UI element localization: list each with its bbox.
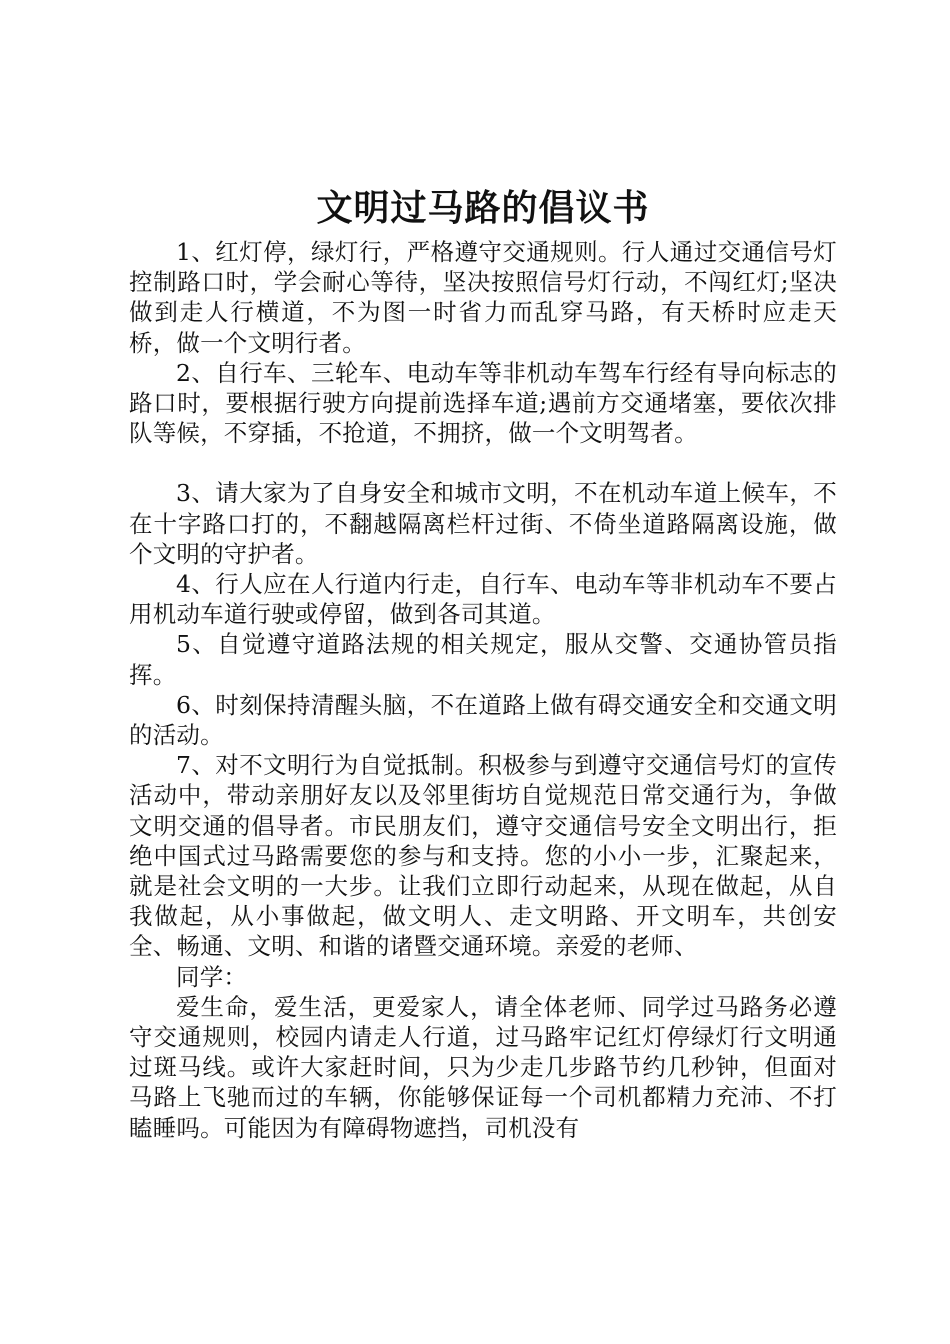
paragraph-7: 7、对不文明行为自觉抵制。积极参与到遵守交通信号灯的宣传活动中，带动亲朋好友以及邻里街坊自觉规范日常交通行为，争做文明交通的倡导者。市民朋友们，遵守交通信号安全文明出行，拒绝中国式过马路需要您的参与和支持。您的小小一步，汇聚起来，就是社会文明的一大步。让我们立即行动起来，从现在做起，从自我做起，从小事做起，做文明人、走文明路、开文明车，共创安全、畅通、文明、和谐的诸暨交通环境。亲爱的老师、	[129, 751, 837, 961]
paragraph-8: 爱生命，爱生活，更爱家人，请全体老师、同学过马路务必遵守交通规则，校园内请走人行道，过马路牢记红灯停绿灯行文明通过斑马线。或许大家赶时间，只为少走几步路节约几秒钟，但面对马路上飞驰而过的车辆，你能够保证每一个司机都精力充沛、不打瞌睡吗。可能因为有障碍物遮挡，司机没有	[129, 992, 837, 1142]
document-title: 文明过马路的倡议书	[316, 188, 650, 229]
document-page	[129, 183, 837, 1143]
paragraph-2: 2、自行车、三轮车、电动车等非机动车驾车行经有导向标志的路口时，要根据行驶方向提前选择车道;遇前方交通堵塞，要依次排队等候，不穿插，不抢道，不拥挤，做一个文明驾者。	[129, 358, 837, 448]
paragraph-6: 6、时刻保持清醒头脑，不在道路上做有碍交通安全和交通文明的活动。	[129, 690, 837, 750]
paragraph-5: 5、自觉遵守道路法规的相关规定，服从交警、交通协管员指挥。	[129, 630, 837, 689]
salutation: 同学：	[176, 962, 248, 991]
paragraph-4: 4、行人应在人行道内行走，自行车、电动车等非机动车不要占用机动车道行驶或停留，做到各司其道。	[129, 570, 837, 629]
paragraph-3: 3、请大家为了自身安全和城市文明，不在机动车道上候车，不在十字路口打的，不翻越隔离栏杆过街、不倚坐道路隔离设施，做个文明的守护者。	[129, 479, 837, 568]
paragraph-1: 1、红灯停，绿灯行，严格遵守交通规则。行人通过交通信号灯控制路口时，学会耐心等待，坚决按照信号灯行动，不闯红灯;坚决做到走人行横道，不为图一时省力而乱穿马路，有天桥时应走天桥，做一个文明行者。	[129, 238, 837, 357]
